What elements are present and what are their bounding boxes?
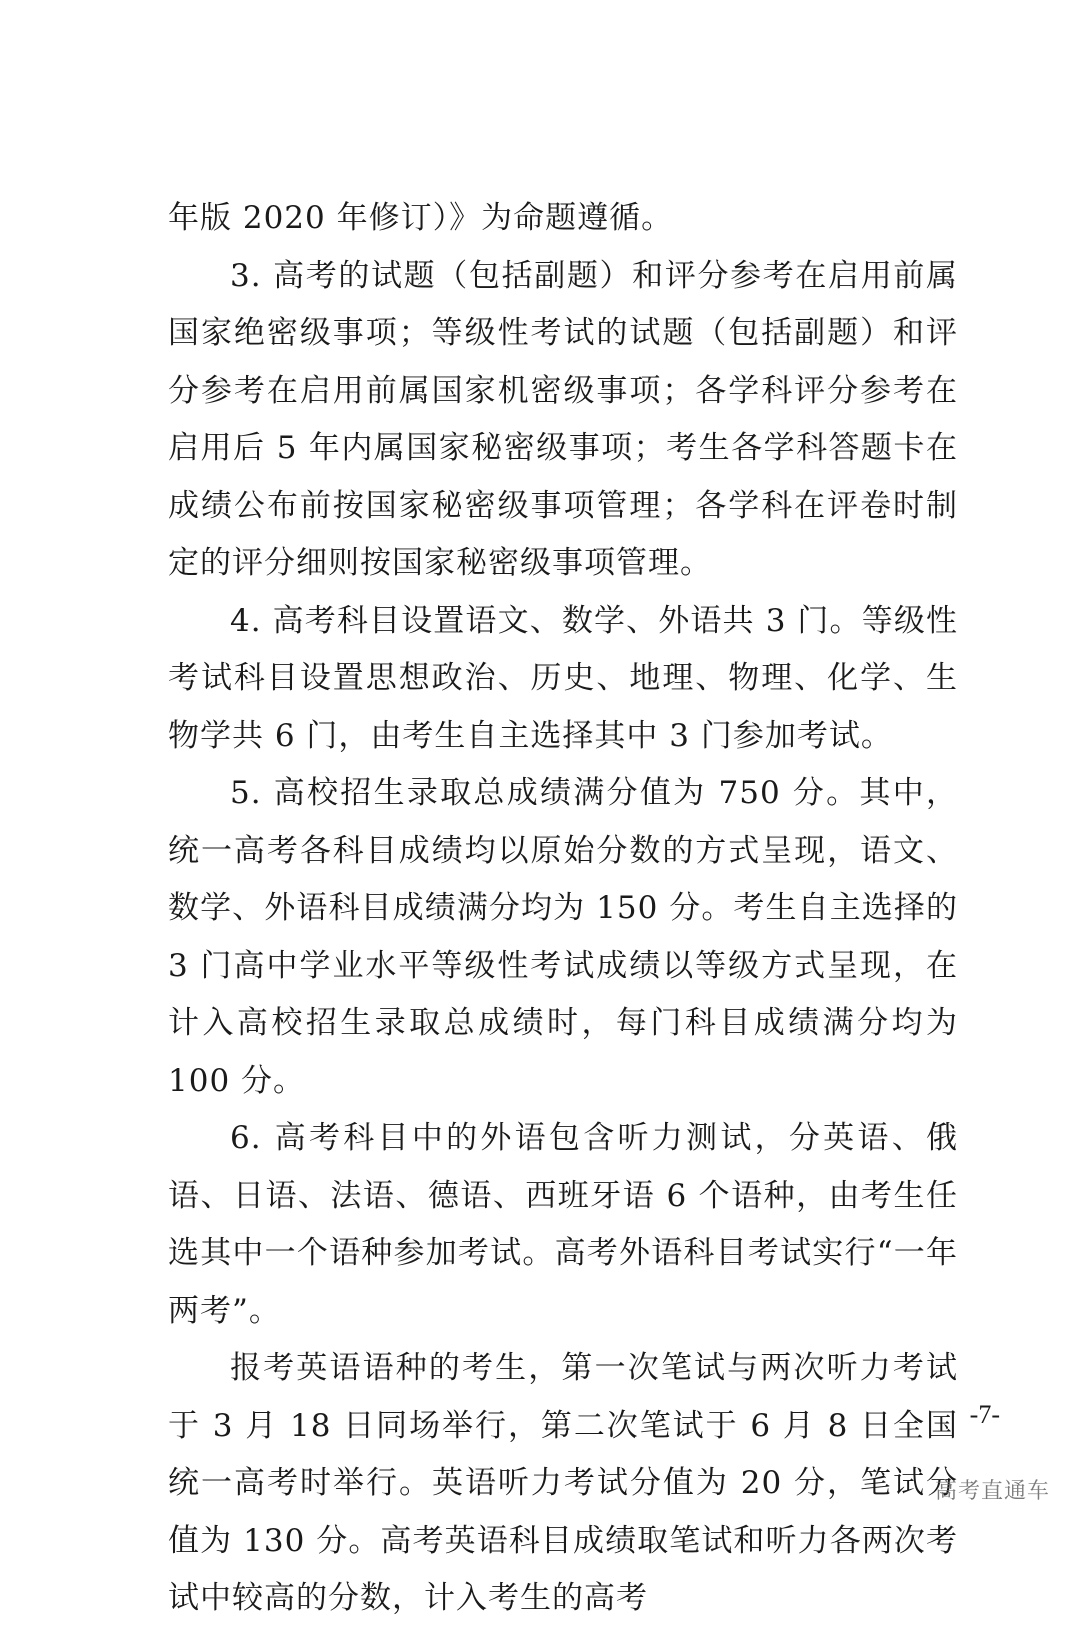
paragraph-english-exam: 报考英语语种的考生，第一次笔试与两次听力考试于 3 月 18 日同场举行，第二次笔试于 6 月 8 日全国统一高考时举行。英语听力考试分值为 20 分，笔试分值为 130 分。高考英语科目成绩取笔试和听力各两次考试中较高的分数，计入考生的高考 [168, 1350, 958, 1616]
watermark: 高考直通车 [934, 1479, 1050, 1504]
paragraph-item-4: 4. 高考科目设置语文、数学、外语共 3 门。等级性考试科目设置思想政治、历史、地理、物理、化学、生物学共 6 门，由考生自主选择其中 3 门参加考试。 [168, 602, 958, 754]
page-number: -7- [969, 1400, 1000, 1429]
document-body [168, 190, 958, 1628]
paragraph-item-5: 5. 高校招生录取总成绩满分值为 750 分。其中，统一高考各科目成绩均以原始分数的方式呈现，语文、数学、外语科目成绩满分均为 150 分。考生自主选择的 3 门高中学业水平等级性考试成绩以等级方式呈现，在计入高校招生录取总成绩时，每门科目成绩满分均为 100 分。 [168, 775, 958, 1099]
paragraph-item-3: 3. 高考的试题（包括副题）和评分参考在启用前属国家绝密级事项；等级性考试的试题（包括副题）和评分参考在启用前属国家机密级事项；各学科评分参考在启用后 5 年内属国家秘密级事项；考生各学科答题卡在成绩公布前按国家秘密级事项管理；各学科在评卷时制定的评分细则按国家秘密级事项管理。 [168, 257, 958, 581]
paragraph-item-6: 6. 高考科目中的外语包含听力测试，分英语、俄语、日语、法语、德语、西班牙语 6 个语种，由考生任选其中一个语种参加考试。高考外语科目考试实行“一年两考”。 [168, 1120, 958, 1329]
paragraph-continuation: 年版 2020 年修订）》为命题遵循。 [168, 200, 674, 236]
